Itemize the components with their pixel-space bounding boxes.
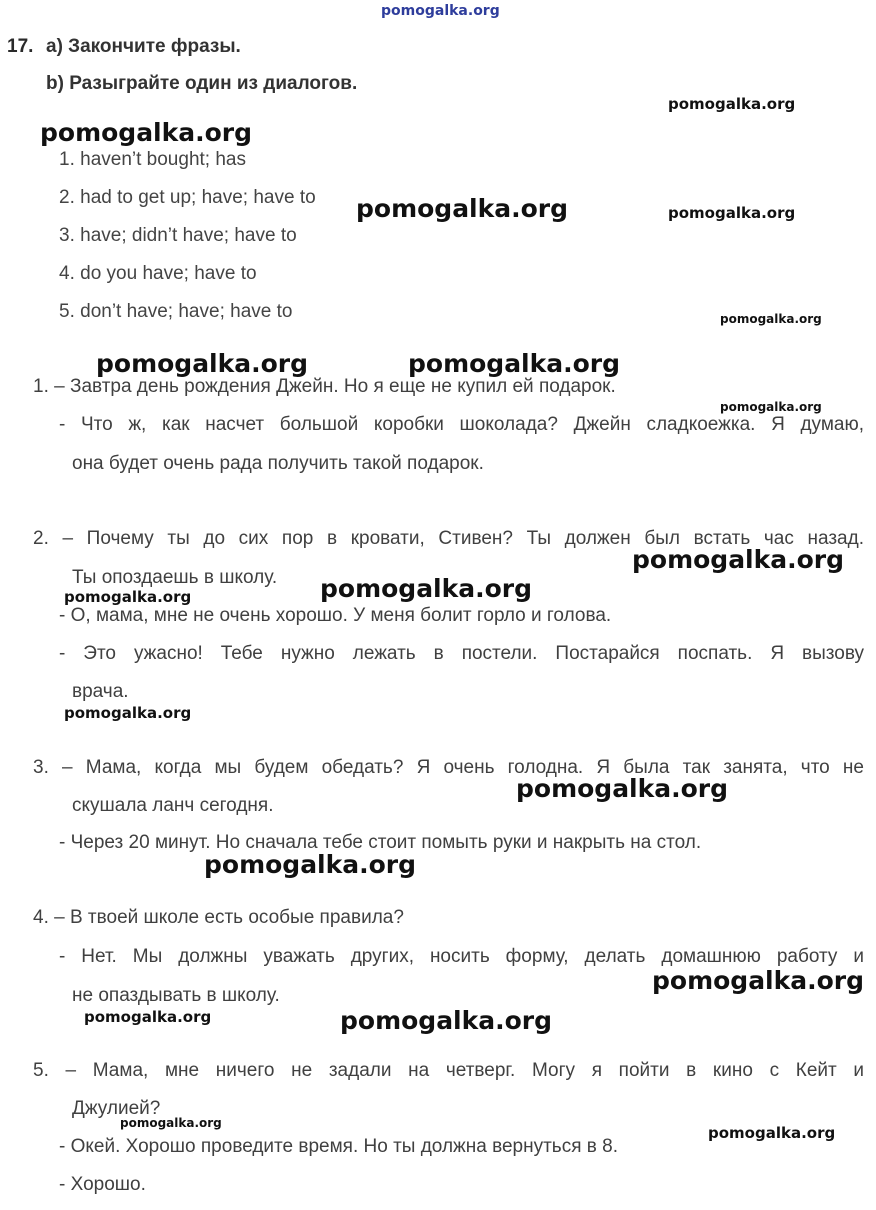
answer-item-4: 4. do you have; have to [59,263,257,284]
dialogue-5-line-4: - Хорошо. [59,1174,146,1195]
watermark: pomogalka.org [516,774,729,803]
dialogue-1-line-3: она будет очень рада получить такой подарок. [72,453,484,474]
dialogue-2-line-2: Ты опоздаешь в школу. [72,567,278,588]
watermark: pomogalka.org [708,1124,836,1142]
watermark: pomogalka.org [668,95,796,113]
dialogue-5-line-2: Джулией? [72,1098,161,1119]
dialogue-2-line-1: 2. – Почему ты до сих пор в кровати, Стивен? Ты должен был встать час назад. [33,528,864,549]
watermark: pomogalka.org [356,194,569,223]
dialogue-4-line-2: - Нет. Мы должны уважать других, носить форму, делать домашнюю работу и [59,946,864,967]
watermark: pomogalka.org [64,588,192,606]
watermark: pomogalka.org [84,1008,212,1026]
watermark: pomogalka.org [340,1006,553,1035]
dialogue-5-line-3: - Окей. Хорошо проведите время. Но ты должна вернуться в 8. [59,1136,618,1157]
watermark: pomogalka.org [64,704,192,722]
answer-item-3: 3. have; didn’t have; have to [59,225,297,246]
watermark: pomogalka.org [120,1116,222,1130]
site-header-link[interactable]: pomogalka.org [381,3,500,19]
exercise-number: 17. [7,36,34,57]
watermark: pomogalka.org [96,349,309,378]
dialogue-5-line-1: 5. – Мама, мне ничего не задали на четверг. Могу я пойти в кино с Кейт и [33,1060,864,1081]
dialogue-3-line-3: - Через 20 минут. Но сначала тебе стоит помыть руки и накрыть на стол. [59,832,702,853]
watermark: pomogalka.org [720,312,822,326]
answer-item-2: 2. had to get up; have; have to [59,187,316,208]
watermark: pomogalka.org [40,118,253,147]
task-b-heading: b) Разыграйте один из диалогов. [46,73,358,94]
dialogue-3-line-2: скушала ланч сегодня. [72,795,274,816]
watermark: pomogalka.org [408,349,621,378]
watermark: pomogalka.org [320,574,533,603]
answer-item-1: 1. haven’t bought; has [59,149,246,170]
dialogue-4-line-1: 4. – В твоей школе есть особые правила? [33,907,404,928]
dialogue-2-line-5: врача. [72,681,129,702]
watermark: pomogalka.org [632,545,845,574]
watermark: pomogalka.org [720,400,822,414]
watermark: pomogalka.org [652,966,865,995]
task-a-heading: a) Закончите фразы. [46,36,241,57]
answer-item-5: 5. don’t have; have; have to [59,301,293,322]
watermark: pomogalka.org [668,204,796,222]
dialogue-1-line-1: 1. – Завтра день рождения Джейн. Но я еще не купил ей подарок. [33,376,616,397]
watermark: pomogalka.org [204,850,417,879]
dialogue-2-line-3: - О, мама, мне не очень хорошо. У меня болит горло и голова. [59,605,612,626]
dialogue-4-line-3: не опаздывать в школу. [72,985,280,1006]
dialogue-3-line-1: 3. – Мама, когда мы будем обедать? Я очень голодна. Я была так занята, что не [33,757,864,778]
dialogue-1-line-2: - Что ж, как насчет большой коробки шоколада? Джейн сладкоежка. Я думаю, [59,414,864,435]
dialogue-2-line-4: - Это ужасно! Тебе нужно лежать в постели. Постарайся поспать. Я вызову [59,643,864,664]
